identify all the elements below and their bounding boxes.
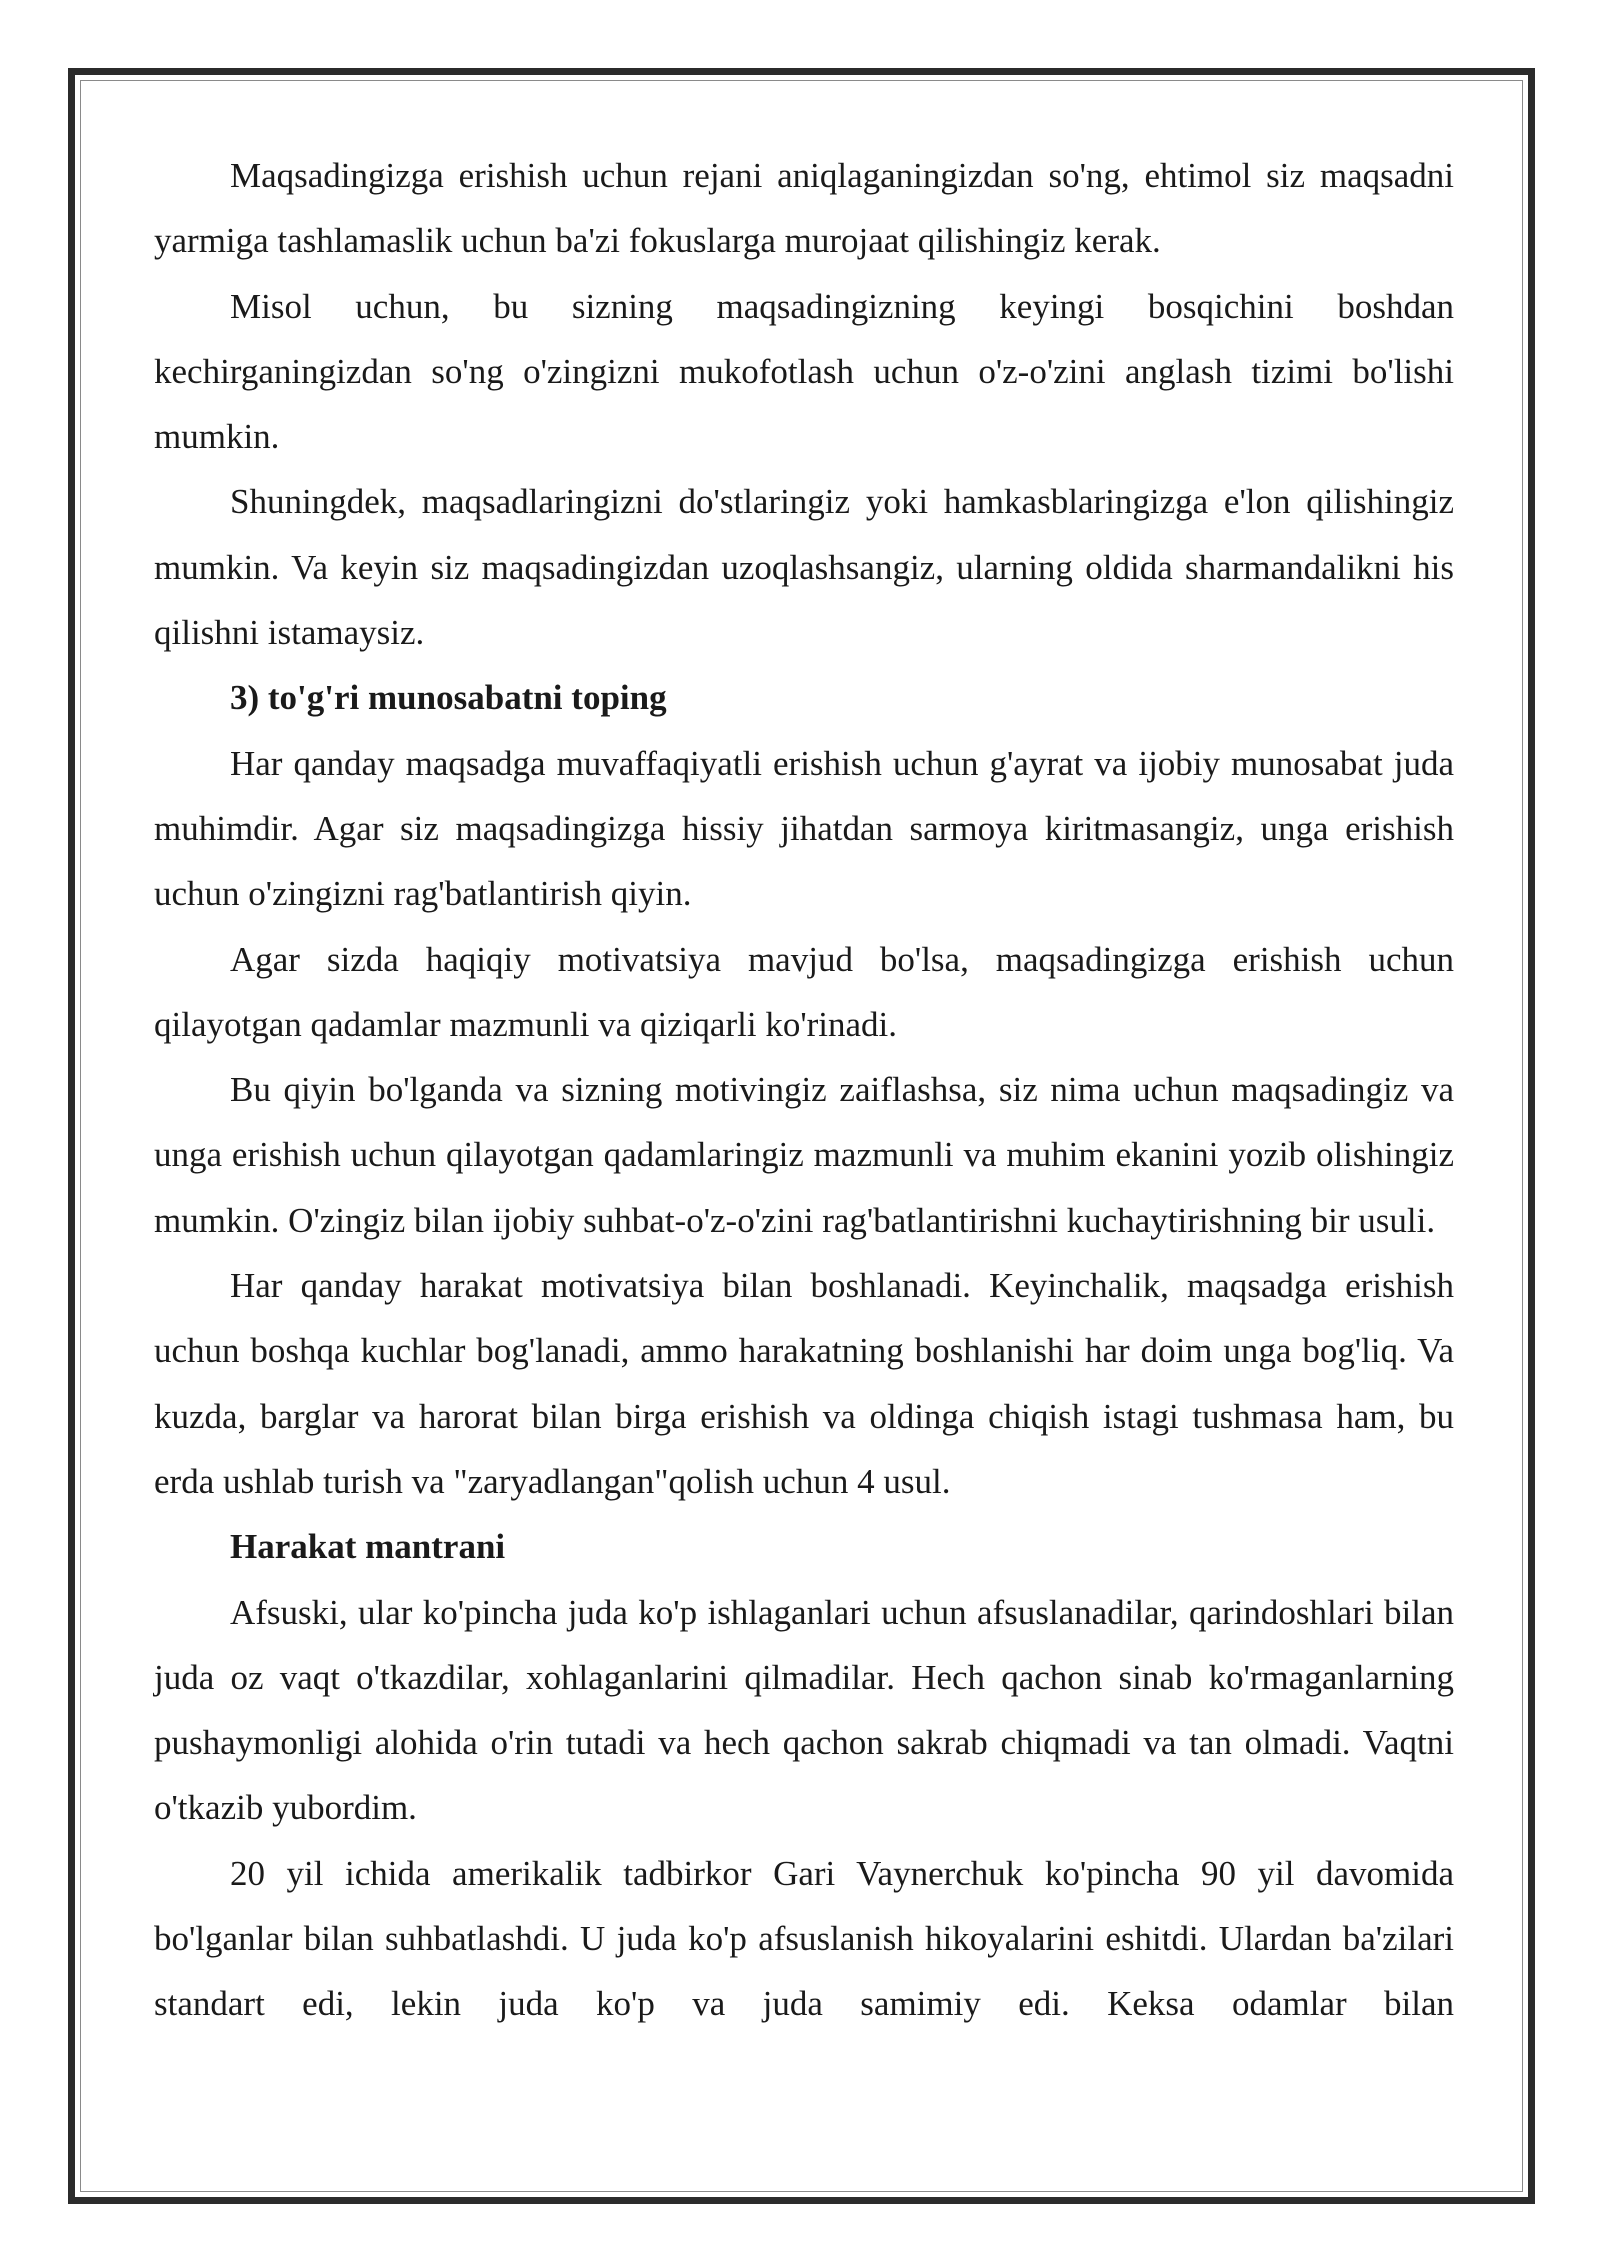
paragraph: 20 yil ichida amerikalik tadbirkor Gari Vaynerchuk ko'pincha 90 yil davomida bo'lganlar bilan suhbatlashdi. U juda ko'p afsuslanish hikoyalarini eshitdi. Ulardan ba'zilari standart edi, lekin juda ko'p va juda samimiy edi. Keksa odamlar bilan [154, 1853, 1454, 2024]
paragraph: Bu qiyin bo'lganda va sizning motivingiz zaiflashsa, siz nima uchun maqsadingiz va unga erishish uchun qilayotgan qadamlaringiz mazmunli va muhim ekanini yozib olishingiz mumkin. O'zingiz bilan ijobiy suhbat-o'z-o'zini rag'batlantirishni kuchaytirishning bir usuli. [154, 1070, 1454, 1240]
paragraph: Misol uchun, bu sizning maqsadingizning keyingi bosqichini boshdan kechirganingizdan so'ng o'zingizni mukofotlash uchun o'z-o'zini anglash tizimi bo'lishi mumkin. [154, 286, 1454, 457]
paragraph: Har qanday harakat motivatsiya bilan boshlanadi. Keyinchalik, maqsadga erishish uchun boshqa kuchlar bog'lanadi, ammo harakatning boshlanishi har doim unga bog'liq. Va kuzda, barglar va harorat bilan birga erishish va oldinga chiqish istagi tushmasa ham, bu erda ushlab turish va "zaryadlangan"qolish uchun 4 usul. [154, 1266, 1454, 1501]
paragraph: Shuningdek, maqsadlaringizni do'stlaringiz yoki hamkasblaringizga e'lon qilishingiz mumkin. Va keyin siz maqsadingizdan uzoqlashsangiz, ularning oldida sharmandalikni his qilishni istamaysiz. [154, 482, 1454, 653]
paragraph: Maqsadingizga erishish uchun rejani aniqlaganingizdan so'ng, ehtimol siz maqsadni yarmiga tashlamaslik uchun ba'zi fokuslarga murojaat qilishingiz kerak. [154, 156, 1454, 261]
paragraph: Har qanday maqsadga muvaffaqiyatli erishish uchun g'ayrat va ijobiy munosabat juda muhimdir. Agar siz maqsadingizga hissiy jihatdan sarmoya kiritmasangiz, unga erishish uchun o'zingizni rag'batlantirish qiyin. [154, 743, 1454, 914]
paragraph: Afsuski, ular ko'pincha juda ko'p ishlaganlari uchun afsuslanadilar, qarindoshlari bilan juda oz vaqt o'tkazdilar, xohlaganlarini qilmadilar. Hech qachon sinab ko'rmaganlarning pushaymonligi alohida o'rin tutadi va hech qachon sakrab chiqmadi va tan olmadi. Vaqtni o'tkazib yubordim. [154, 1592, 1454, 1828]
document-body [154, 143, 1454, 2037]
section-heading: Harakat mantrani [230, 1527, 506, 1567]
section-heading: 3) to'g'ri munosabatni toping [230, 678, 667, 718]
paragraph: Agar sizda haqiqiy motivatsiya mavjud bo'lsa, maqsadingizga erishish uchun qilayotgan qadamlar mazmunli va qiziqarli ko'rinadi. [154, 939, 1454, 1044]
